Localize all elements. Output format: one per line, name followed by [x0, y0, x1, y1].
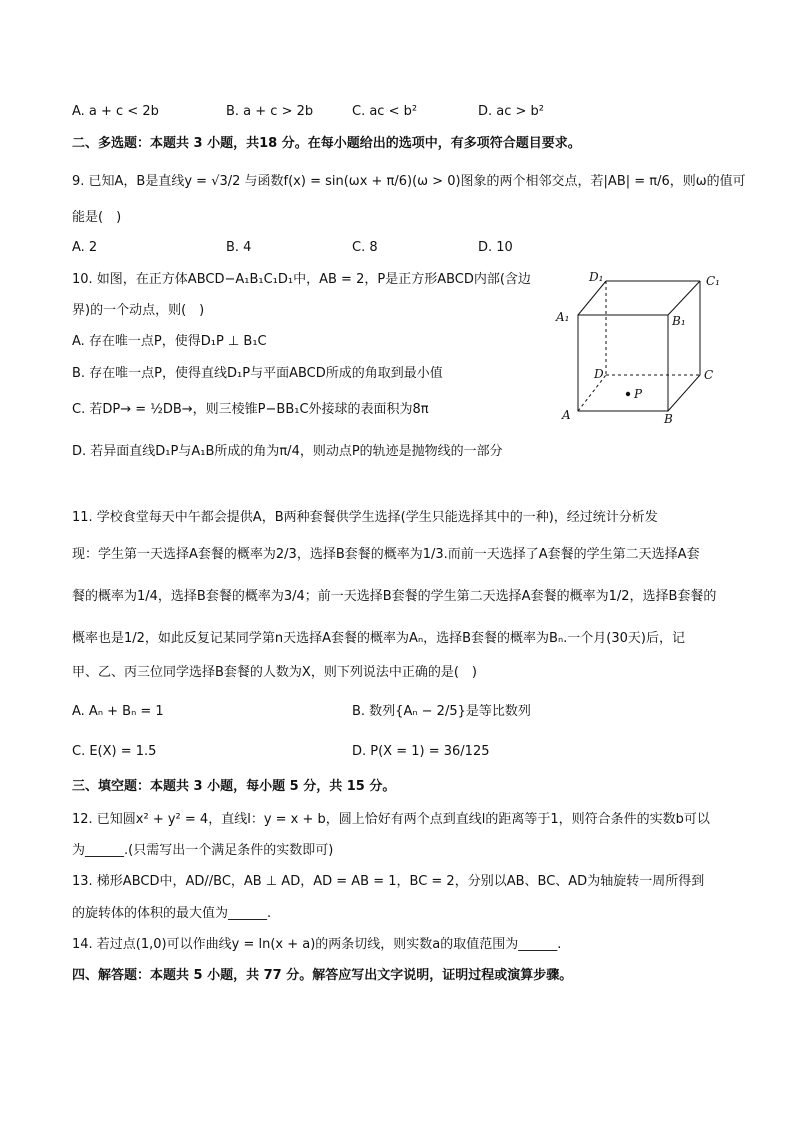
label-c: C	[704, 368, 714, 382]
cube-edge-a1d1	[578, 281, 606, 315]
q14-stem: 14. 若过点(1,0)可以作曲线y = ln(x + a)的两条切线，则实数a的取值范围为______.	[72, 937, 562, 952]
q11-stem-line3: 餐的概率为1/4，选择B套餐的概率为3/4；前一天选择B套餐的学生第二天选择A套餐的概率为1/2，选择B套餐的	[72, 589, 717, 604]
q9-option-d: D. 10	[478, 240, 513, 255]
label-a1: A₁	[556, 310, 570, 324]
q8-option-a: A. a + c < 2b	[72, 104, 159, 119]
q10-stem-line1: 10. 如图，在正方体ABCD−A₁B₁C₁D₁中，AB = 2，P是正方形ABCD内部(含边	[72, 272, 531, 287]
q9-option-a: A. 2	[72, 240, 98, 255]
q9-stem-line1: 9. 已知A，B是直线y = √3/2 与函数f(x) = sin(ωx + π/6)(ω > 0)图象的两个相邻交点，若|AB| = π/6，则ω的值可	[72, 174, 746, 189]
q9-stem-line2: 能是( )	[72, 210, 122, 225]
q8-option-d: D. ac > b²	[478, 104, 545, 119]
q10-option-d: D. 若异面直线D₁P与A₁B所成的角为π/4，则动点P的轨迹是抛物线的一部分	[72, 444, 503, 459]
cube-edge-b1c1	[668, 281, 700, 315]
q13-stem-line1: 13. 梯形ABCD中，AD//BC，AB ⊥ AD，AD = AB = 1，BC = 2，分别以AB、BC、AD为轴旋转一周所得到	[72, 874, 705, 889]
q11-option-c: C. E(X) = 1.5	[72, 744, 157, 759]
label-d1: D₁	[589, 270, 604, 284]
label-p: P	[634, 387, 643, 401]
q11-option-b: B. 数列{Aₙ − 2/5}是等比数列	[352, 704, 531, 719]
section-3-heading: 三、填空题：本题共 3 小题，每小题 5 分，共 15 分。	[72, 779, 396, 794]
q10-stem-line2: 界)的一个动点，则( )	[72, 303, 205, 318]
cube-figure	[552, 265, 732, 430]
q11-option-d: D. P(X = 1) = 36/125	[352, 744, 490, 759]
label-d: D	[594, 367, 604, 381]
cube-edge-bc	[668, 375, 700, 411]
q11-stem-line1: 11. 学校食堂每天中午都会提供A，B两种套餐供学生选择(学生只能选择其中的一种)，经过统计分析发	[72, 510, 658, 525]
q11-stem-line4: 概率也是1/2，如此反复记某同学第n天选择A套餐的概率为Aₙ，选择B套餐的概率为Bₙ.一个月(30天)后，记	[72, 631, 685, 646]
q11-option-a: A. Aₙ + Bₙ = 1	[72, 704, 164, 719]
cube-front-face	[578, 315, 668, 411]
q10-option-a: A. 存在唯一点P，使得D₁P ⊥ B₁C	[72, 334, 267, 349]
q12-stem-line1: 12. 已知圆x² + y² = 4，直线l：y = x + b，圆上恰好有两个点到直线l的距离等于1，则符合条件的实数b可以	[72, 812, 710, 827]
label-a: A	[562, 408, 571, 422]
q9-option-c: C. 8	[352, 240, 378, 255]
q11-stem-line2: 现：学生第一天选择A套餐的概率为2/3，选择B套餐的概率为1/3.而前一天选择了A套餐的学生第二天选择A套	[72, 547, 700, 562]
q8-option-c: C. ac < b²	[352, 104, 418, 119]
q10-option-b: B. 存在唯一点P，使得直线D₁P与平面ABCD所成的角取到最小值	[72, 366, 443, 381]
label-b1: B₁	[672, 314, 686, 328]
q12-stem-line2: 为______.(只需写出一个满足条件的实数即可)	[72, 843, 334, 858]
label-b: B	[664, 412, 673, 426]
q9-option-b: B. 4	[226, 240, 252, 255]
section-2-heading: 二、多选题：本题共 3 小题，共18 分。在每小题给出的选项中，有多项符合题目要求。	[72, 136, 581, 151]
section-4-heading: 四、解答题：本题共 5 小题，共 77 分。解答应写出文字说明，证明过程或演算步骤。	[72, 968, 573, 983]
q8-option-b: B. a + c > 2b	[226, 104, 314, 119]
q11-stem-line5: 甲、乙、丙三位同学选择B套餐的人数为X，则下列说法中正确的是( )	[72, 665, 477, 680]
q13-stem-line2: 的旋转体的体积的最大值为______.	[72, 906, 272, 921]
q10-option-c: C. 若DP→ = ½DB→，则三棱锥P−BB₁C外接球的表面积为8π	[72, 402, 429, 417]
point-p-dot	[626, 392, 630, 396]
label-c1: C₁	[706, 274, 720, 288]
